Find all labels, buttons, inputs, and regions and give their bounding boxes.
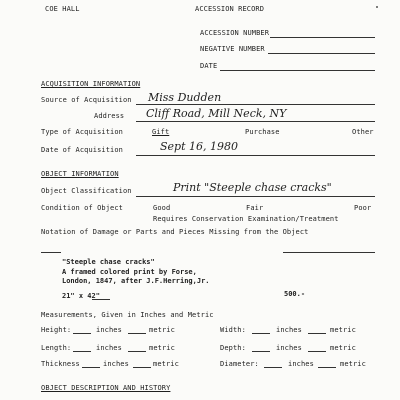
date-field[interactable] <box>220 70 375 71</box>
condition-label: Condition of Object <box>41 204 123 212</box>
width-inches-field[interactable] <box>252 333 270 334</box>
thickness-inches-field[interactable] <box>82 367 100 368</box>
diameter-metric-label: metric <box>340 360 366 368</box>
classification-value: Print "Steeple chase cracks" <box>173 181 332 194</box>
accession-number-field[interactable] <box>270 37 375 38</box>
source-field[interactable] <box>136 104 375 105</box>
object-heading: OBJECT INFORMATION <box>41 170 119 178</box>
width-metric-label: metric <box>330 326 356 334</box>
notation-field-right[interactable] <box>283 252 375 253</box>
typed-dimensions: 21" x 42" <box>62 292 100 300</box>
length-inches-label: inches <box>96 344 122 352</box>
address-value: Cliff Road, Mill Neck, NY <box>146 107 287 120</box>
height-metric-field[interactable] <box>128 333 146 334</box>
measurements-heading: Measurements, Given in Inches and Metric <box>41 311 214 319</box>
description-heading: OBJECT DESCRIPTION AND HISTORY <box>41 384 171 392</box>
depth-inches-field[interactable] <box>252 351 270 352</box>
accession-number-label: ACCESSION NUMBER <box>200 29 270 37</box>
date-acquisition-field[interactable] <box>136 155 375 156</box>
dimension-underline <box>92 299 110 300</box>
date-label: DATE <box>200 62 218 70</box>
type-label: Type of Acquisition <box>41 128 123 136</box>
width-inches-label: inches <box>276 326 302 334</box>
thickness-metric-field[interactable] <box>133 367 151 368</box>
thickness-metric-label: metric <box>153 360 179 368</box>
speck <box>376 6 378 8</box>
width-label: Width: <box>220 326 246 334</box>
type-option-purchase[interactable]: Purchase <box>245 128 280 136</box>
typed-description: A framed colored print by Forse, <box>62 268 197 276</box>
length-inches-field[interactable] <box>73 351 91 352</box>
classification-field[interactable] <box>136 196 375 197</box>
source-value: Miss Dudden <box>148 91 222 104</box>
type-option-other[interactable]: Other <box>352 128 374 136</box>
diameter-metric-field[interactable] <box>318 367 336 368</box>
typed-title: "Steeple chase cracks" <box>62 258 155 266</box>
address-label: Address <box>94 112 125 120</box>
conservation-label[interactable]: Requires Conservation Examination/Treatment <box>153 215 339 223</box>
notation-field[interactable] <box>41 252 61 253</box>
form-title: ACCESSION RECORD <box>195 5 265 13</box>
classification-label: Object Classification <box>41 187 132 195</box>
date-acquisition-label: Date of Acquisition <box>41 146 123 154</box>
notation-label: Notation of Damage or Parts and Pieces Missing from the Object <box>41 228 309 236</box>
diameter-label: Diameter: <box>220 360 259 368</box>
length-metric-label: metric <box>149 344 175 352</box>
diameter-inches-field[interactable] <box>264 367 282 368</box>
condition-option-fair[interactable]: Fair <box>246 204 264 212</box>
diameter-inches-label: inches <box>288 360 314 368</box>
date-acquisition-value: Sept 16, 1980 <box>160 140 238 153</box>
depth-label: Depth: <box>220 344 246 352</box>
height-inches-field[interactable] <box>73 333 91 334</box>
height-inches-label: inches <box>96 326 122 334</box>
width-metric-field[interactable] <box>308 333 326 334</box>
type-option-gift[interactable]: Gift <box>152 128 170 136</box>
depth-inches-label: inches <box>276 344 302 352</box>
height-metric-label: metric <box>149 326 175 334</box>
thickness-inches-label: inches <box>103 360 129 368</box>
address-field[interactable] <box>136 121 375 122</box>
acquisition-heading: ACQUISITION INFORMATION <box>41 80 141 88</box>
condition-option-poor[interactable]: Poor <box>354 204 372 212</box>
length-metric-field[interactable] <box>128 351 146 352</box>
thickness-label: Thickness <box>41 360 80 368</box>
negative-number-label: NEGATIVE NUMBER <box>200 45 265 53</box>
source-label: Source of Acquisition <box>41 96 132 104</box>
condition-option-good[interactable]: Good <box>153 204 171 212</box>
typed-price: 500.- <box>284 290 306 298</box>
org-name: COE HALL <box>45 5 80 13</box>
height-label: Height: <box>41 326 72 334</box>
negative-number-field[interactable] <box>268 53 375 54</box>
length-label: Length: <box>41 344 72 352</box>
depth-metric-field[interactable] <box>308 351 326 352</box>
typed-origin: London, 1847, after J.F.Herring,Jr. <box>62 277 210 285</box>
depth-metric-label: metric <box>330 344 356 352</box>
